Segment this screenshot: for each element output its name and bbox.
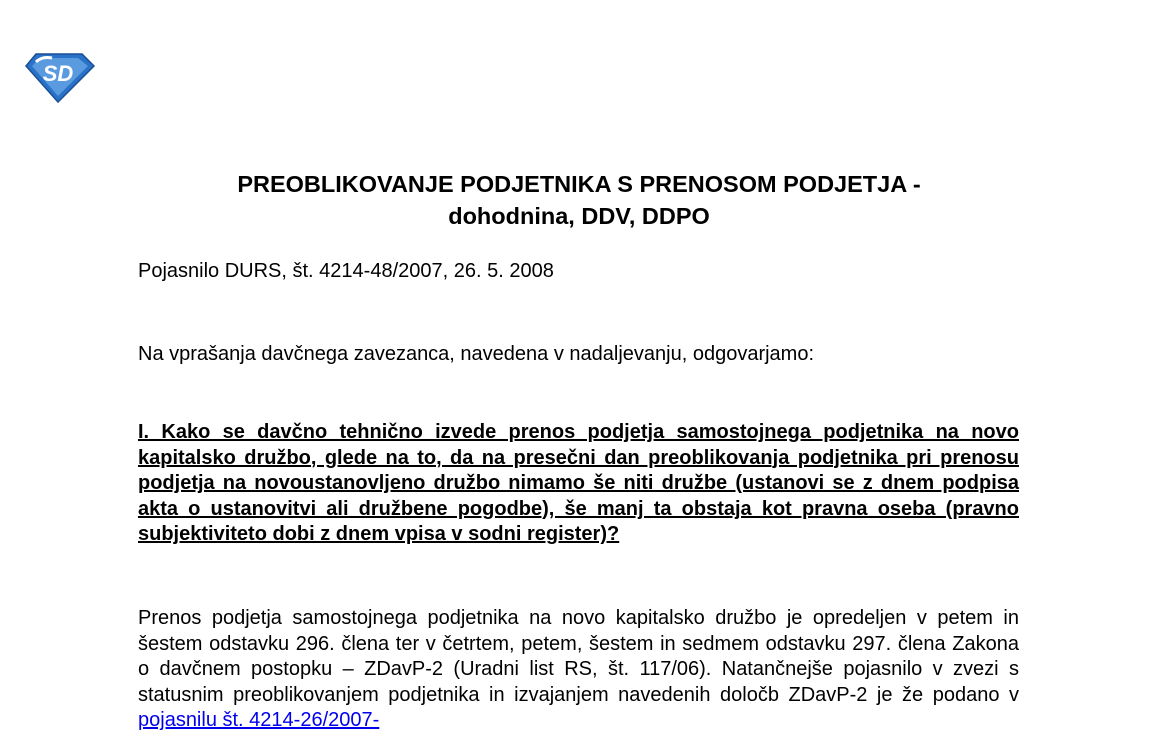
answer-paragraph [138, 606, 1019, 734]
sd-diamond-logo-icon [22, 48, 96, 104]
title-line-2: dohodnina, DDV, DDPO [448, 203, 710, 229]
document-title [138, 168, 1020, 232]
answer-text: Prenos podjetja samostojnega podjetnika na novo kapitalsko družbo je opredeljen v petem in šestem odstavku 296. člena ter v četrtem, petem, šestem in sedmem odstavku 297. člena Zakona o davčnem postopku – ZDavP-2 (Uradni list RS, št. 117/06). Natančnejše pojasnilo v zvezi s statusnim preoblikovanjem podjetnika in izvajanjem navedenih določb ZDavP-2 je že podano v [138, 607, 1019, 706]
intro-paragraph: Na vprašanja davčnega zavezanca, navedena v nadaljevanju, odgovarjamo: [138, 343, 815, 365]
document-reference: Pojasnilo DURS, št. 4214-48/2007, 26. 5. 2008 [138, 260, 554, 282]
company-logo [22, 48, 96, 104]
question-heading: I. Kako se davčno tehnično izvede prenos podjetja samostojnega podjetnika na novo kapitalsko družbo, glede na to, da na presečni dan preoblikovanja podjetnika pri prenosu podjetja na novoustanovljeno družbo nimamo še niti družbe (ustanovi se z dnem podpisa akta o ustanovitvi ali družbene pogodbe), še manj ta obstaja kot pravna oseba (pravno subjektiviteto dobi z dnem vpisa v sodni register)? [138, 421, 1019, 546]
title-line-1: PREOBLIKOVANJE PODJETNIKA S PRENOSOM PODJETJA - [237, 171, 921, 197]
logo-text: SD [42, 61, 74, 86]
answer-reference-link[interactable]: pojasnilu št. 4214-26/2007- [138, 709, 380, 732]
